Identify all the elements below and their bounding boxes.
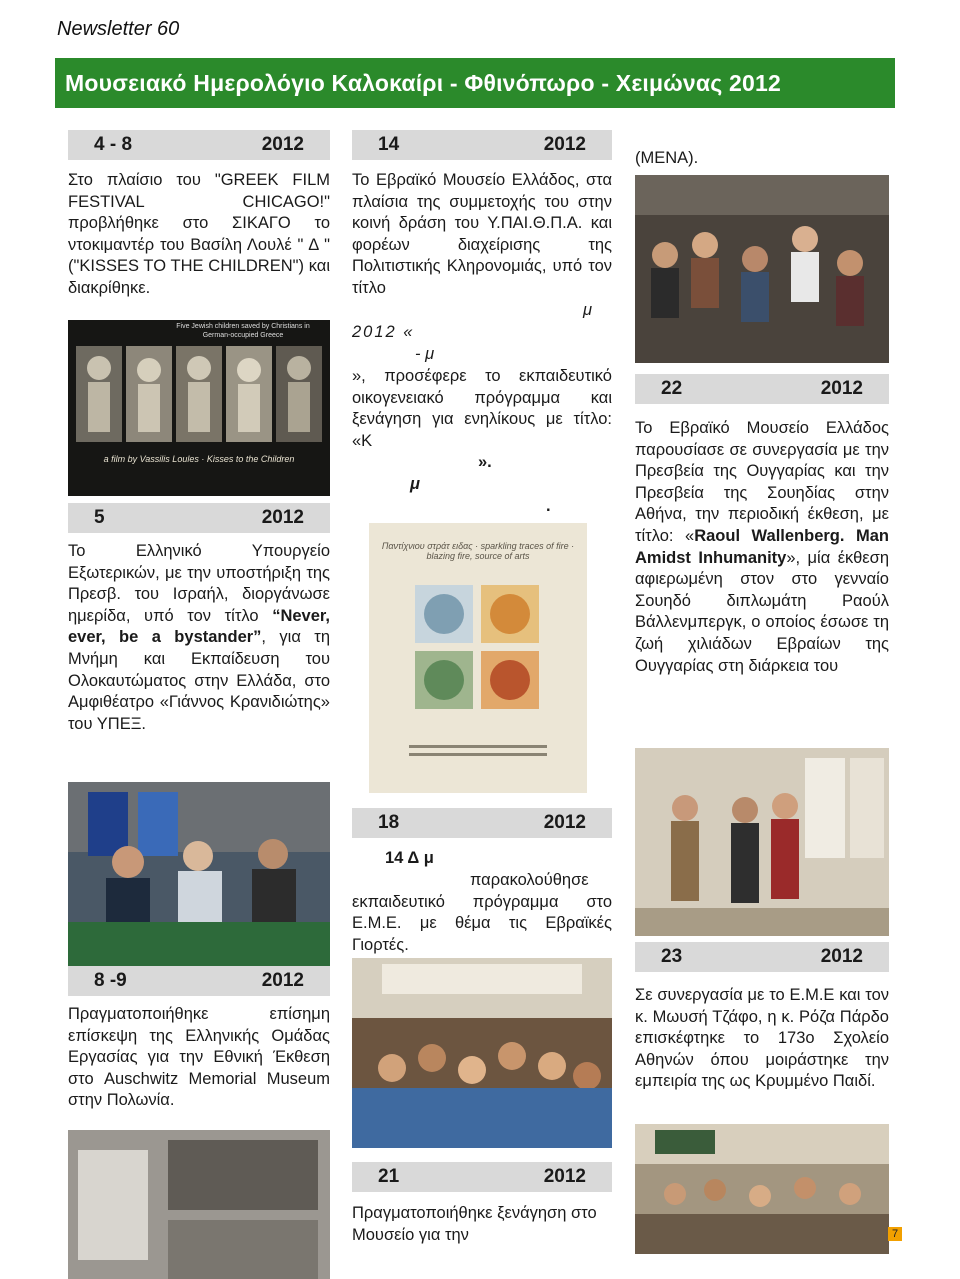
heritage-days-text: Το Εβραϊκό Μουσείο Ελλάδος, στα πλαίσια της συμμετοχής του στην κοινή δράση του Υ.ΠΑΙ.Θ.Π.Α. και φορέων διαχείρισης της Πολιτιστικής Κληρονομιάς, υπό τον τίτλο: [352, 171, 612, 297]
date-band-23: [635, 942, 889, 972]
family-program-text: », προσέφερε το εκπαιδευτικό οικογενειακό πρόγραμμα και ξενάγηση για ενηλίκους με τίτλο: «Κ: [352, 367, 612, 450]
museum-tour-text: Πραγματοποιήθηκε ξενάγηση στο Μουσείο για την: [352, 1204, 597, 1244]
text-fragment: 14 Δ μ: [385, 849, 434, 867]
exhibition-graphic: [635, 748, 889, 936]
classroom-photo: [635, 1124, 889, 1254]
hebrew-holidays-text: παρακολούθησε εκπαιδευτικό πρόγραμμα στο Ε.Μ.Ε. με θέμα τις Εβραϊκές Γιορτές.: [352, 871, 612, 954]
date-band-18: [352, 808, 612, 838]
conference-graphic: [68, 782, 330, 966]
text-fragment: 2012 «: [352, 323, 415, 341]
group-visit-photo: [635, 175, 889, 363]
poster-title: a film by Vassilis Loules · Kisses to the Children: [103, 454, 295, 464]
text-fragment: ».: [478, 453, 492, 471]
poster-graphic: [68, 320, 330, 496]
date-left: 8 -9: [94, 970, 127, 991]
date-band-22: [635, 374, 889, 404]
book-title: Παντίχνιου στράτ ειδας · sparkling traces of fire · blazing fire, source of arts: [381, 541, 575, 561]
book-cover-image: [369, 523, 587, 793]
children-graphic: [352, 958, 612, 1148]
text-fragment: .: [546, 497, 551, 515]
text-fragment: - μ: [415, 345, 435, 363]
date-band-4-8: [68, 130, 330, 160]
text-part: , για τη Μνήμη και Εκπαίδευση του Ολοκαυτώματος στην Ελλάδα, στο Αμφιθέατρο «Γιάννος Κρανιδιώτης» του ΥΠΕΞ.: [68, 628, 330, 733]
text-fragment: μ: [582, 301, 592, 319]
hidden-child-text: Σε συνεργασία με το Ε.Μ.Ε και τον κ. Μωυσή Τζάφο, η κ. Ρόζα Πάρδο επισκέφτηκε το 173ο Σχολείο Αθηνών όπου μοιράστηκε την εμπειρία της ως Κρυμμένο Παιδί.: [635, 986, 889, 1091]
wallenberg-exhibition-text: [635, 418, 889, 677]
mena-text: (ΜΕΝΑ).: [635, 149, 699, 167]
date-left: 22: [661, 378, 683, 399]
classroom-graphic: [635, 1124, 889, 1254]
date-band-5: [68, 503, 330, 533]
date-band-8-9: [68, 966, 330, 996]
date-band-14: [352, 130, 612, 160]
exhibition-title: Raoul Wallenberg. Man Amidst Inhumanity: [635, 526, 889, 567]
conference-panel-photo: [68, 782, 330, 966]
museum-graphic: [68, 1130, 330, 1279]
date-right: 2012: [543, 134, 586, 155]
date-right: 2012: [261, 134, 304, 155]
book-cover-graphic: [369, 523, 587, 793]
page-title: Μουσειακό Ημερολόγιο Καλοκαίρι - Φθινόπωρο - Χειμώνας 2012: [65, 69, 781, 96]
kisses-to-the-children-poster: [68, 320, 330, 496]
school-children-photo: [352, 958, 612, 1148]
greek-film-festival-text: Στο πλαίσιο του "GREEK FILM FESTIVAL CHICAGO!" προβλήθηκε στο ΣΙΚΑΓΟ το ντοκιμαντέρ του Βασίλη Λουλέ " Δ " ("KISSES TO THE CHILDREN") και διακρίθηκε.: [68, 171, 330, 297]
auschwitz-visit-text: Πραγματοποιήθηκε επίσημη επίσκεψη της Ελληνικής Ομάδας Εργασίας για την Εθνική Έκθεση στο Auschwitz Memorial Museum στην Πολωνία.: [68, 1005, 330, 1110]
text-part: », μία έκθεση αφιερωμένη στον στο γενναίο Σουηδό διπλωμάτη Ραούλ Βάλλενμπεργκ, ο οποίος έσωσε τη ζωή χιλιάδων Εβραίων της Ουγγαρίας στη διάρκεια του: [635, 548, 889, 675]
text-fragment: μ: [410, 475, 420, 493]
date-right: 2012: [261, 507, 304, 528]
auschwitz-museum-photo: [68, 1130, 330, 1279]
date-left: 23: [661, 946, 683, 967]
poster-tagline: Five Jewish children saved by Christians in German-occupied Greece: [176, 323, 310, 339]
group-graphic: [635, 175, 889, 363]
date-right: 2012: [820, 378, 863, 399]
date-left: 14: [378, 134, 400, 155]
date-band-21: [352, 1162, 612, 1192]
event-title: “Never, ever, be a bystander”: [68, 606, 330, 647]
date-left: 5: [94, 507, 105, 528]
newsletter-label: Newsletter 60: [57, 18, 180, 40]
date-right: 2012: [820, 946, 863, 967]
date-right: 2012: [543, 1166, 586, 1187]
date-right: 2012: [261, 970, 304, 991]
never-ever-bystander-text: [68, 541, 330, 735]
date-left: 21: [378, 1166, 400, 1187]
exhibition-opening-photo: [635, 748, 889, 936]
text-part: Το Εβραϊκό Μουσείο Ελλάδος παρουσίασε σε συνεργασία με την Πρεσβεία της Ουγγαρίας και την Πρεσβεία της Σουηδίας στην Αθήνα, την περιοδική έκθεση, με τίτλο: «: [635, 419, 889, 545]
date-left: 18: [378, 812, 400, 833]
text-part: Το Ελληνικό Υπουργείο Εξωτερικών, με την υποστήριξη της Πρεσβ. του Ισραήλ, διοργάνωσε ημερίδα, υπό τον τίτλο: [68, 542, 330, 625]
date-left: 4 - 8: [94, 134, 133, 155]
page-number: 7: [888, 1227, 902, 1241]
date-right: 2012: [543, 812, 586, 833]
title-banner: [55, 58, 895, 108]
